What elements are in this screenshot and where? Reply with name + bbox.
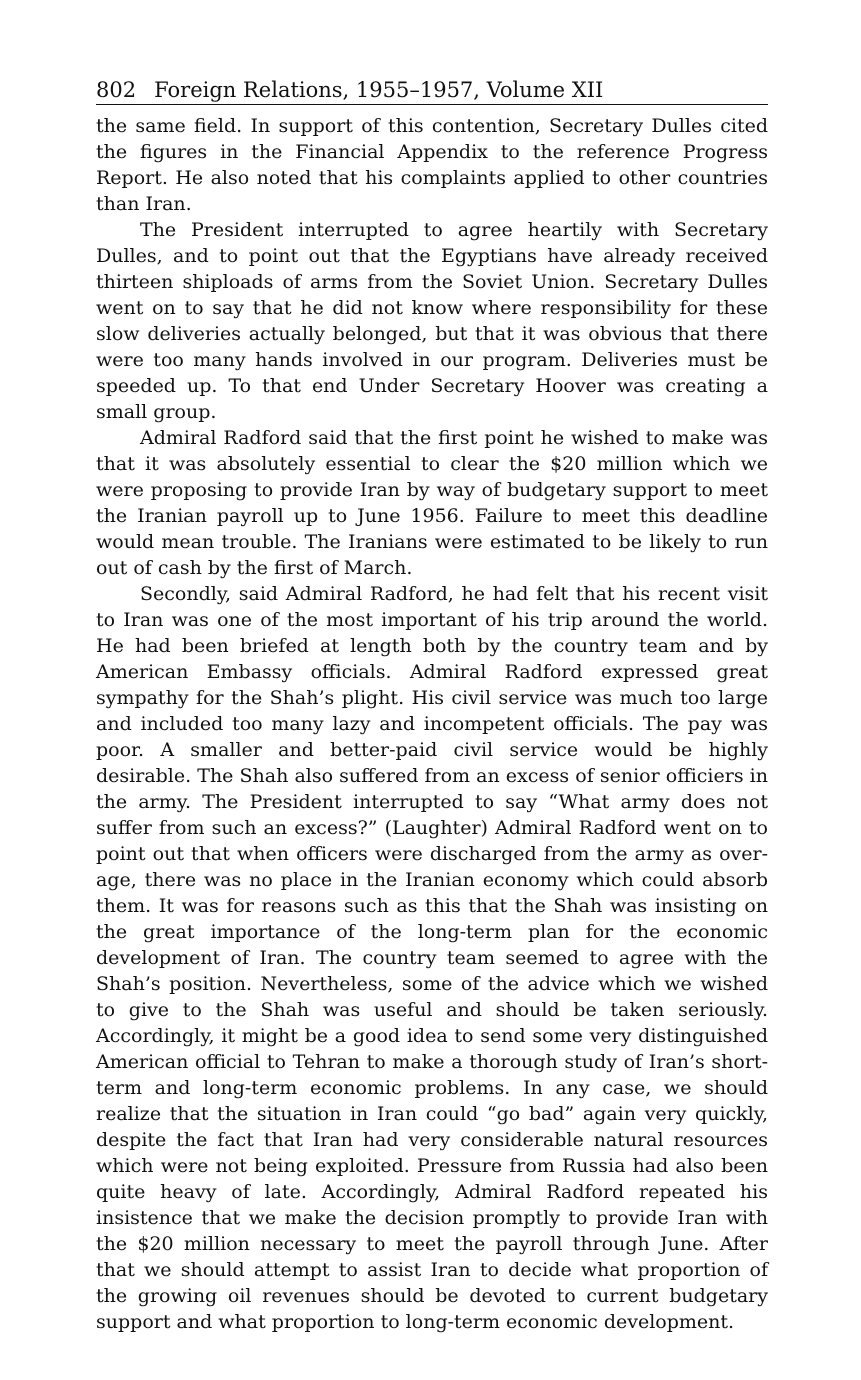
body-text bbox=[96, 113, 768, 1335]
running-title: Foreign Relations, 1955–1957, Volume XII bbox=[154, 78, 604, 102]
paragraph-president-interruption: The President interrupted to agree heartily with Secretary Dulles, and to point out that the Egyptians have already received thirteen shiploads of arms from the Soviet Union. Secretary Dulles went on to say that he did not know where responsibility for these slow deliveries actually belonged, but that it was obvious that there were too many hands involved in our program. Deliveries must be speeded up. To that end Under Secretary Hoover was creating a small group. bbox=[96, 219, 768, 423]
paragraph-continuation: the same field. In support of this contention, Secretary Dulles cited the figures in the Financial Appendix to the reference Progress Report. He also noted that his complaints applied to other countries than Iran. bbox=[96, 115, 768, 215]
document-page bbox=[96, 76, 768, 1333]
paragraph-radford-second-point: Secondly, said Admiral Radford, he had felt that his recent visit to Iran was one of the most important of his trip around the world. He had been briefed at length both by the country team and by American Embassy officials. Admiral Radford expressed great sympathy for the Shah’s plight. His civil service was much too large and included too many lazy and incompetent officials. The pay was poor. A smaller and better-paid civil service would be highly desirable. The Shah also suffered from an excess of senior officiers in the army. The President interrupted to say “What army does not suffer from such an excess?” (Laughter) Admiral Radford went on to point out that when officers were discharged from the army as over-age, there was no place in the Iranian economy which could absorb them. It was for reasons such as this that the Shah was insisting on the great importance of the long-term plan for the economic development of Iran. The country team seemed to agree with the Shah’s position. Nevertheless, some of the advice which we wished to give to the Shah was useful and should be taken seriously. Accordingly, it might be a good idea to send some very distinguished American official to Tehran to make a thorough study of Iran’s short-term and long-term economic problems. In any case, we should realize that the situation in Iran could “go bad” again very quickly, despite the fact that Iran had very considerable natural resources which were not being exploited. Pressure from Russia had also been quite heavy of late. Accordingly, Admiral Radford repeated his insistence that we make the decision promptly to provide Iran with the $20 million necessary to meet the payroll through June. After that we should attempt to assist Iran to decide what proportion of the growing oil revenues should be devoted to current budgetary support and what proportion to long-term economic development. bbox=[96, 583, 768, 1333]
paragraph-radford-first-point: Admiral Radford said that the first point he wished to make was that it was absolutely essential to clear the $20 million which we were proposing to provide Iran by way of budgetary support to meet the Iranian payroll up to June 1956. Failure to meet this deadline would mean trouble. The Iranians were estimated to be likely to run out of cash by the first of March. bbox=[96, 427, 768, 579]
page-number: 802 bbox=[96, 78, 137, 102]
running-head bbox=[96, 76, 768, 105]
